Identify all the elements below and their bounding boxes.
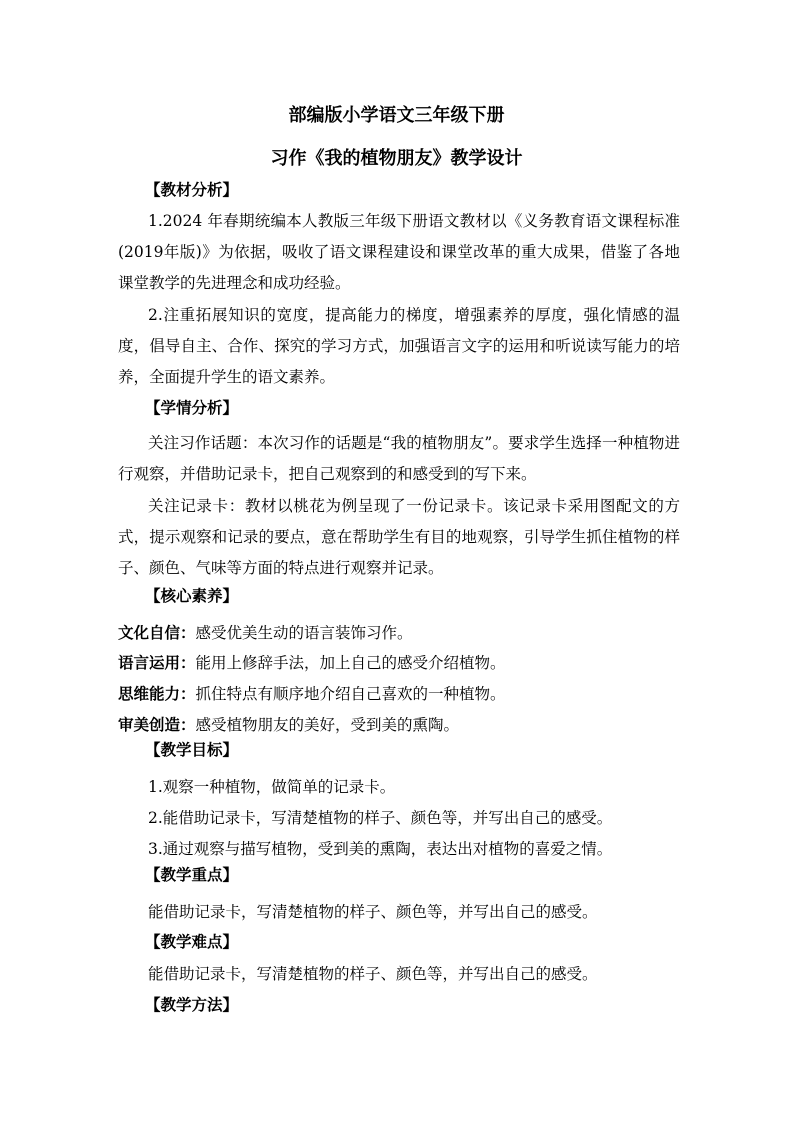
core-literacy-label: 思维能力： (118, 684, 196, 703)
key-points-text: 能借助记录卡，写清楚植物的样子、颜色等，并写出自己的感受。 (148, 903, 598, 921)
teaching-goal-item: 1.观察一种植物，做简单的记录卡。 (148, 778, 396, 796)
student-analysis-paragraph-1: 关注习作话题：本次习作的话题是“我的植物朋友”。要求学生选择一种植物进行观察，并借助记录卡，把自己观察到的和感受到的写下来。 (118, 434, 680, 483)
core-literacy-text: 抓住特点有顺序地介绍自己喜欢的一种植物。 (195, 685, 506, 703)
student-analysis-paragraph-2: 关注记录卡：教材以桃花为例呈现了一份记录卡。该记录卡采用图配文的方式，提示观察和记录的要点，意在帮助学生有目的地观察，引导学生抓住植物的样子、颜色、气味等方面的特点进行观察并记录。 (118, 497, 680, 577)
core-literacy-text: 能用上修辞手法，加上自己的感受介绍植物。 (195, 654, 506, 672)
section-heading-difficult-points: 【教学难点】 (145, 932, 239, 951)
core-literacy-text: 感受植物朋友的美好，受到美的熏陶。 (195, 716, 460, 734)
core-literacy-text: 感受优美生动的语言装饰习作。 (195, 624, 413, 642)
core-literacy-item (118, 714, 459, 736)
difficult-points-text: 能借助记录卡，写清楚植物的样子、颜色等，并写出自己的感受。 (148, 965, 598, 983)
core-literacy-label: 审美创造： (118, 715, 196, 734)
textbook-analysis-paragraph-1: 1.2024 年春期统编本人教版三年级下册语文教材以《义务教育语文课程标准(2019年版)》为依据，吸收了语文课程建设和课堂改革的重大成果，借鉴了各地课堂教学的先进理念和成功经验。 (118, 212, 680, 292)
section-heading-textbook-analysis: 【教材分析】 (145, 180, 239, 199)
section-heading-student-analysis: 【学情分析】 (145, 398, 239, 417)
section-heading-teaching-methods: 【教学方法】 (145, 995, 239, 1014)
core-literacy-label: 语言运用： (118, 653, 196, 672)
document-title-line1: 部编版小学语文三年级下册 (288, 105, 505, 126)
section-heading-core-literacy: 【核心素养】 (145, 586, 239, 605)
core-literacy-item (118, 622, 413, 644)
document-title-line2: 习作《我的植物朋友》教学设计 (270, 148, 523, 169)
teaching-goal-item: 3.通过观察与描写植物，受到美的熏陶，表达出对植物的喜爱之情。 (148, 840, 613, 858)
section-heading-key-points: 【教学重点】 (145, 865, 239, 884)
core-literacy-item (118, 652, 506, 674)
core-literacy-item (118, 683, 506, 705)
teaching-goal-item: 2.能借助记录卡，写清楚植物的样子、颜色等，并写出自己的感受。 (148, 809, 613, 827)
textbook-analysis-paragraph-2: 2.注重拓展知识的宽度，提高能力的梯度，增强素养的厚度，强化情感的温度，倡导自主、合作、探究的学习方式，加强语言文字的运用和听说读写能力的培养，全面提升学生的语文素养。 (118, 306, 680, 386)
section-heading-teaching-goals: 【教学目标】 (145, 740, 239, 759)
core-literacy-label: 文化自信： (118, 623, 196, 642)
